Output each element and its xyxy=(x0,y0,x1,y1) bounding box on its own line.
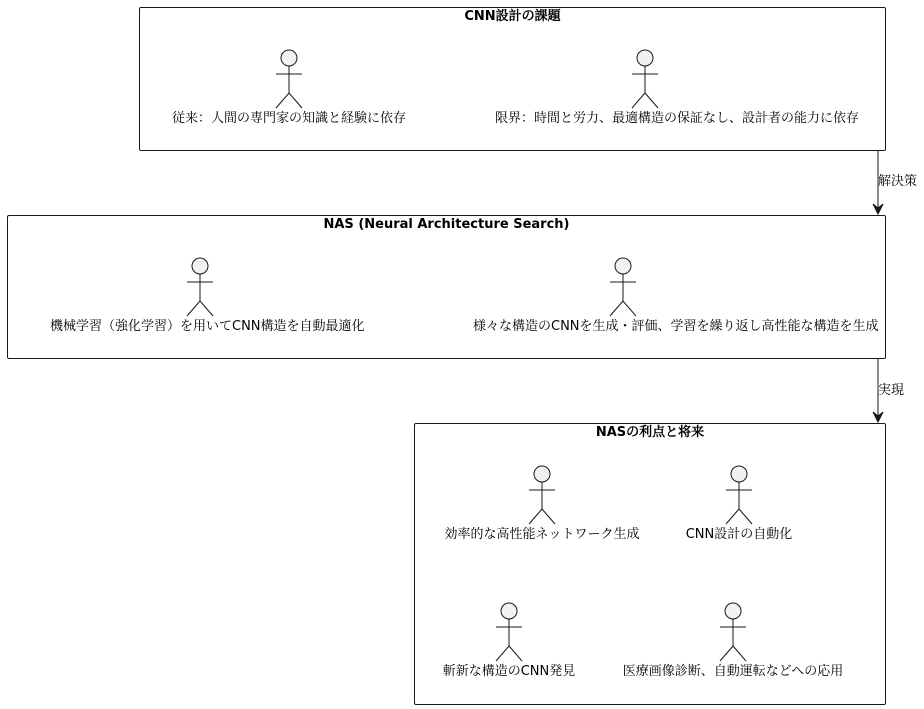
edge-label-realization: 実現 xyxy=(878,383,905,398)
actor-label: 医療画像診断、自動運転などへの応用 xyxy=(622,664,844,679)
actor-label: 斬新な構造のCNN発見 xyxy=(442,664,576,679)
actor-label: CNN設計の自動化 xyxy=(685,527,793,542)
actor-label: 機械学習（強化学習）を用いてCNN構造を自動最適化 xyxy=(50,319,365,334)
actor-label: 効率的な高性能ネットワーク生成 xyxy=(444,527,640,542)
actor-label: 限界：時間と労力、最適構造の保証なし、設計者の能力に依存 xyxy=(495,111,860,126)
package-title: CNN設計の課題 xyxy=(464,9,561,24)
actor-label: 様々な構造のCNNを生成・評価、学習を繰り返し高性能な構造を生成 xyxy=(473,319,879,334)
package-title: NAS (Neural Architecture Search) xyxy=(323,217,570,232)
edge-label-solution: 解決策 xyxy=(878,174,918,189)
package-title: NASの利点と将来 xyxy=(595,425,705,440)
actor-label: 従来：人間の専門家の知識と経験に依存 xyxy=(171,111,406,126)
